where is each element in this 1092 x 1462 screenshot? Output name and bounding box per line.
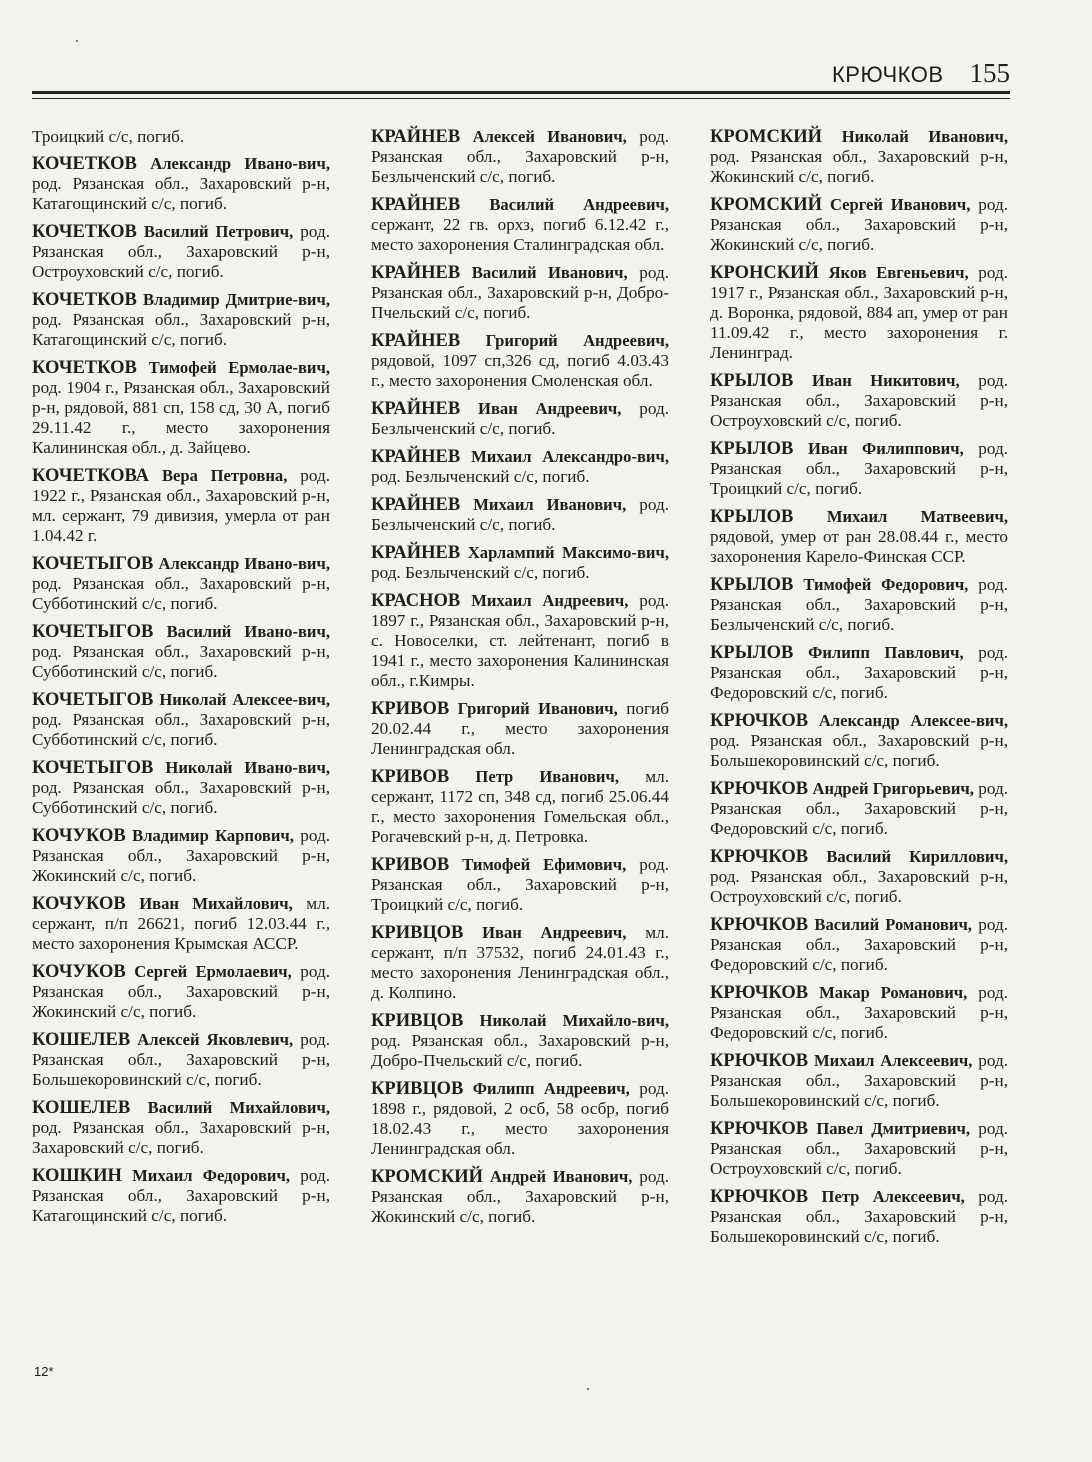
- entry-surname: КРЮЧКОВ: [710, 1051, 809, 1071]
- memorial-entry: [710, 195, 1008, 255]
- memorial-entry: [371, 195, 669, 255]
- entry-surname: КРИВЦОВ: [371, 1079, 464, 1099]
- entry-given-name: Иван Андреевич,: [482, 923, 627, 942]
- entry-details: род. Безлыченский с/с, погиб.: [371, 467, 590, 486]
- entry-given-name: Макар Романович,: [819, 983, 968, 1002]
- entry-details: род. Рязанская обл., Захаровский р-н, Большекоровинский с/с, погиб.: [710, 1051, 1009, 1110]
- memorial-entry: [710, 643, 1008, 703]
- entry-surname: КРЮЧКОВ: [710, 915, 809, 935]
- entry-given-name: Алексей Яковлевич,: [137, 1030, 294, 1049]
- entry-surname: КРАЙНЕВ: [371, 263, 461, 283]
- entry-details: род. Рязанская обл., Захаровский р-н, Остроуховский с/с, погиб.: [710, 1119, 1009, 1178]
- entry-given-name: Николай Иванович,: [841, 127, 1008, 146]
- entry-surname: КОЧЕТЫГОВ: [32, 622, 154, 642]
- entry-details: род. Рязанская обл., Захаровский р-н, Федоровский с/с, погиб.: [710, 643, 1009, 702]
- entry-given-name: Владимир Карпович,: [132, 826, 294, 845]
- entry-details: род. Рязанская обл., Захаровский р-н, Субботинский с/с, погиб.: [32, 710, 330, 749]
- scan-speck: [76, 40, 78, 42]
- entry-surname: КРИВЦОВ: [371, 923, 464, 943]
- memorial-entry: [710, 711, 1008, 771]
- entry-details: рядовой, умер от ран 28.08.44 г., место захоронения Карело-Финская ССР.: [710, 527, 1008, 566]
- entry-surname: КОЧЕТКОВА: [32, 466, 150, 486]
- entry-surname: КОШЕЛЕВ: [32, 1030, 131, 1050]
- memorial-entry: [710, 575, 1008, 635]
- memorial-entry: [371, 1011, 669, 1071]
- memorial-entry: [371, 923, 669, 1003]
- entry-given-name: Михаил Федорович,: [132, 1166, 290, 1185]
- entry-details: род. Рязанская обл., Захаровский р-н, Троицкий с/с, погиб.: [710, 439, 1009, 498]
- memorial-entry: [32, 826, 330, 886]
- entry-details: род. Рязанская обл., Захаровский р-н, Остроуховский с/с, погиб.: [710, 867, 1008, 906]
- entry-surname: КРЫЛОВ: [710, 643, 794, 663]
- entry-surname: КОЧЕТЫГОВ: [32, 758, 154, 778]
- entry-surname: КРЮЧКОВ: [710, 711, 809, 731]
- entry-details: род. Рязанская обл., Захаровский р-н, Большекоровинский с/с, погиб.: [710, 1187, 1008, 1246]
- entry-details: род. 1917 г., Рязанская обл., Захаровский р-н, д. Воронка, рядовой, 884 ап, умер от ран 11.09.42 г., место захоронения г. Ленинград.: [710, 263, 1009, 362]
- entry-surname: КРИВОВ: [371, 767, 450, 787]
- entry-details: род. Рязанская обл., Захаровский р-н, Субботинский с/с, погиб.: [32, 574, 330, 613]
- page-header: [832, 58, 1010, 89]
- entry-surname: КРИВЦОВ: [371, 1011, 464, 1031]
- entry-details: род. Рязанская обл., Захаровский р-н, Федоровский с/с, погиб.: [710, 983, 1009, 1042]
- entry-given-name: Василий Петрович,: [143, 222, 294, 241]
- memorial-entry: [32, 622, 330, 682]
- memorial-entry: [371, 591, 669, 691]
- entry-surname: КРАЙНЕВ: [371, 543, 461, 563]
- entry-surname: КРОМСКИЙ: [710, 195, 823, 215]
- entry-details: род. Рязанская обл., Захаровский р-н, Добро-Пчельский с/с, погиб.: [371, 263, 669, 322]
- entry-details: род. Рязанская обл., Захаровский р-н, Катагощинский с/с, погиб.: [32, 174, 330, 213]
- entry-given-name: Григорий Иванович,: [457, 699, 618, 718]
- entry-given-name: Василий Ивано-вич,: [166, 622, 330, 641]
- memorial-entry: [371, 447, 669, 487]
- entry-given-name: Иван Никитович,: [812, 371, 960, 390]
- entry-details: род. Безлыченский с/с, погиб.: [371, 495, 669, 534]
- entry-details: род. Рязанская обл., Захаровский р-н, Жокинский с/с, погиб.: [371, 1167, 669, 1226]
- memorial-entry: [32, 1166, 330, 1226]
- memorial-entry: [32, 962, 330, 1022]
- entry-details: род. Рязанская обл., Захаровский р-н, Жокинский с/с, погиб.: [32, 962, 330, 1021]
- entry-surname: КРЮЧКОВ: [710, 1119, 809, 1139]
- entry-given-name: Николай Ивано-вич,: [165, 758, 330, 777]
- entry-given-name: Григорий Андреевич,: [485, 331, 669, 350]
- entry-details: род. Рязанская обл., Захаровский р-н, Добро-Пчельский с/с, погиб.: [371, 1031, 669, 1070]
- entry-surname: КОЧЕТЫГОВ: [32, 690, 154, 710]
- signature-mark: 12*: [34, 1364, 54, 1379]
- memorial-entry: [371, 699, 669, 759]
- entry-surname: КРЮЧКОВ: [710, 983, 809, 1003]
- page-number: 155: [969, 58, 1010, 88]
- entry-given-name: Тимофей Ефимович,: [462, 855, 627, 874]
- entry-details: погиб 20.02.44 г., место захоронения Ленинградская обл.: [371, 699, 669, 758]
- entry-given-name: Филипп Андреевич,: [472, 1079, 630, 1098]
- entry-surname: КРЮЧКОВ: [710, 1187, 809, 1207]
- entry-surname: КРАЙНЕВ: [371, 399, 461, 419]
- entry-surname: КРАЙНЕВ: [371, 127, 461, 147]
- entry-details: род. Рязанская обл., Захаровский р-н, Остроуховский с/с, погиб.: [710, 371, 1009, 430]
- entry-given-name: Василий Андреевич,: [489, 195, 670, 214]
- memorial-entry: [371, 331, 669, 391]
- entry-details: род. Безлыченский с/с, погиб.: [371, 399, 669, 438]
- entry-surname: КРЫЛОВ: [710, 575, 794, 595]
- entry-given-name: Николай Михайло-вич,: [479, 1011, 669, 1030]
- memorial-entry: [32, 290, 330, 350]
- entry-surname: КРОМСКИЙ: [371, 1167, 484, 1187]
- entry-surname: КРЮЧКОВ: [710, 779, 809, 799]
- entry-details: род. Рязанская обл., Захаровский р-н, Жокинский с/с, погиб.: [710, 147, 1008, 186]
- entry-details: род. Рязанская обл., Захаровский р-н, Федоровский с/с, погиб.: [710, 915, 1009, 974]
- memorial-entry: [32, 758, 330, 818]
- memorial-entry: [32, 894, 330, 954]
- entry-given-name: Андрей Иванович,: [489, 1167, 633, 1186]
- entry-surname: КРАЙНЕВ: [371, 495, 461, 515]
- entry-details: род. Безлыченский с/с, погиб.: [371, 563, 590, 582]
- memorial-entry: [32, 554, 330, 614]
- entry-given-name: Василий Кириллович,: [826, 847, 1008, 866]
- scan-speck: [587, 1388, 589, 1390]
- memorial-entry: [710, 983, 1008, 1043]
- entry-details: мл. сержант, 1172 сп, 348 сд, погиб 25.06.44 г., место захоронения Гомельская обл., Рогачевский р-н, д. Петровка.: [371, 767, 669, 846]
- entry-details: род. 1897 г., Рязанская обл., Захаровский р-н, с. Новоселки, ст. лейтенант, погиб в 1941 г., место захоронения Калининская обл., г.Кимры.: [371, 591, 670, 690]
- entry-surname: КРАЙНЕВ: [371, 331, 461, 351]
- header-rule-thin: [32, 98, 1010, 99]
- entry-surname: КОЧЕТКОВ: [32, 154, 137, 174]
- entry-details: род. Рязанская обл., Захаровский р-н, Субботинский с/с, погиб.: [32, 642, 330, 681]
- entry-surname: КРИВОВ: [371, 855, 450, 875]
- entry-given-name: Иван Андреевич,: [478, 399, 622, 418]
- entry-surname: КОЧЕТКОВ: [32, 290, 137, 310]
- entry-surname: КОШКИН: [32, 1166, 122, 1186]
- entry-given-name: Иван Михайлович,: [139, 894, 293, 913]
- entry-details: род. Рязанская обл., Захаровский р-н, Большекоровинский с/с, погиб.: [710, 731, 1008, 770]
- memorial-entry: [710, 507, 1008, 567]
- memorial-entry: [710, 371, 1008, 431]
- memorial-entry: [371, 855, 669, 915]
- entry-details: род. Рязанская обл., Захаровский р-н, Остроуховский с/с, погиб.: [32, 222, 330, 281]
- entry-given-name: Сергей Иванович,: [829, 195, 971, 214]
- entry-surname: КОЧУКОВ: [32, 826, 126, 846]
- memorial-entry: [371, 543, 669, 583]
- entry-given-name: Сергей Ермолаевич,: [134, 962, 292, 981]
- entry-surname: КОЧУКОВ: [32, 962, 126, 982]
- entry-details: род. 1898 г., рядовой, 2 осб, 58 осбр, погиб 18.02.43 г., место захоронения Ленинградская обл.: [371, 1079, 669, 1158]
- entry-given-name: Вера Петровна,: [161, 466, 288, 485]
- entry-surname: КРИВОВ: [371, 699, 450, 719]
- column-3: [710, 127, 1008, 1255]
- entry-given-name: Иван Филиппович,: [807, 439, 964, 458]
- continued-entry-text: Троицкий с/с, погиб.: [32, 127, 185, 146]
- memorial-entry: [32, 690, 330, 750]
- memorial-entry: [371, 263, 669, 323]
- entry-given-name: Александр Алексее-вич,: [818, 711, 1008, 730]
- entry-surname: КОШЕЛЕВ: [32, 1098, 131, 1118]
- header-rule-thick: [32, 91, 1010, 94]
- memorial-entry: [710, 1119, 1008, 1179]
- entry-given-name: Филипп Павлович,: [808, 643, 964, 662]
- memorial-entry: [710, 127, 1008, 187]
- memorial-entry: [32, 1030, 330, 1090]
- entry-details: сержант, 22 гв. орхз, погиб 6.12.42 г., место захоронения Сталинградская обл.: [371, 215, 669, 254]
- memorial-entry: [371, 399, 669, 439]
- entry-given-name: Яков Евгеньевич,: [828, 263, 969, 282]
- memorial-entry: [710, 263, 1008, 363]
- entry-given-name: Петр Алексеевич,: [821, 1187, 965, 1206]
- memorial-entry: [710, 779, 1008, 839]
- running-head: КРЮЧКОВ: [831, 62, 944, 87]
- entry-given-name: Михаил Андреевич,: [471, 591, 629, 610]
- entry-surname: КРОМСКИЙ: [710, 127, 823, 147]
- entry-given-name: Тимофей Ермолае-вич,: [148, 358, 331, 377]
- memorial-entry: [371, 767, 669, 847]
- entry-given-name: Василий Иванович,: [471, 263, 628, 282]
- entry-given-name: Владимир Дмитрие-вич,: [142, 290, 330, 309]
- entry-details: род. Рязанская обл., Захаровский р-н, Троицкий с/с, погиб.: [371, 855, 670, 914]
- entry-given-name: Александр Ивано-вич,: [158, 554, 330, 573]
- entry-surname: КРОНСКИЙ: [710, 263, 819, 283]
- entry-details: мл. сержант, п/п 37532, погиб 24.01.43 г., место захоронения Ленинградская обл., д. Колпино.: [371, 923, 669, 1002]
- entry-given-name: Александр Ивано-вич,: [150, 154, 330, 173]
- entry-given-name: Тимофей Федорович,: [803, 575, 969, 594]
- memorial-entry: [32, 1098, 330, 1158]
- entry-surname: КРЫЛОВ: [710, 507, 794, 527]
- memorial-entry: [32, 358, 330, 458]
- entry-details: род. Рязанская обл., Захаровский р-н, Безлыченский с/с, погиб.: [371, 127, 670, 186]
- memorial-entry: [710, 439, 1008, 499]
- memorial-entry: [710, 1051, 1008, 1111]
- entry-given-name: Михаил Матвеевич,: [826, 507, 1008, 526]
- entry-details: рядовой, 1097 сп,326 сд, погиб 4.03.43 г., место захоронения Смоленская обл.: [371, 351, 669, 390]
- column-2: [371, 127, 669, 1235]
- entry-surname: КРАЙНЕВ: [371, 195, 461, 215]
- entry-given-name: Харлампий Максимо-вич,: [467, 543, 669, 562]
- entry-given-name: Андрей Григорьевич,: [812, 779, 974, 798]
- entry-surname: КОЧЕТКОВ: [32, 358, 137, 378]
- memorial-entry: [32, 154, 330, 214]
- column-1: [32, 127, 330, 1234]
- memorial-entry: [710, 915, 1008, 975]
- entry-details: род. 1922 г., Рязанская обл., Захаровский р-н, мл. сержант, 79 дивизия, умерла от ран 1.04.42 г.: [32, 466, 330, 545]
- entry-given-name: Алексей Иванович,: [472, 127, 627, 146]
- entry-details: род. Рязанская обл., Захаровский р-н, Катагощинский с/с, погиб.: [32, 1166, 330, 1225]
- entry-details: род. Рязанская обл., Захаровский р-н, Катагощинский с/с, погиб.: [32, 310, 330, 349]
- entry-surname: КРЮЧКОВ: [710, 847, 809, 867]
- entry-details: род. Рязанская обл., Захаровский р-н, Федоровский с/с, погиб.: [710, 779, 1009, 838]
- memorial-entry: [371, 1167, 669, 1227]
- entry-given-name: Петр Иванович,: [475, 767, 619, 786]
- memorial-entry: [371, 127, 669, 187]
- entry-details: род. 1904 г., Рязанская обл., Захаровский р-н, рядовой, 881 сп, 158 сд, 30 А, погиб 29.11.42 г., место захоронения Калининская обл., д. Зайцево.: [32, 378, 330, 457]
- entry-given-name: Василий Михайлович,: [147, 1098, 330, 1117]
- entry-surname: КОЧЕТЫГОВ: [32, 554, 154, 574]
- memorial-entry: [32, 222, 330, 282]
- entry-given-name: Николай Алексее-вич,: [159, 690, 330, 709]
- entry-given-name: Павел Дмитриевич,: [816, 1119, 971, 1138]
- entry-surname: КРАЙНЕВ: [371, 447, 461, 467]
- entry-given-name: Михаил Александро-вич,: [471, 447, 670, 466]
- entry-given-name: Михаил Иванович,: [473, 495, 627, 514]
- entry-given-name: Михаил Алексеевич,: [814, 1051, 973, 1070]
- entry-details: род. Рязанская обл., Захаровский р-н, Захаровский с/с, погиб.: [32, 1118, 330, 1157]
- entry-surname: КОЧЕТКОВ: [32, 222, 137, 242]
- memorial-entry: [371, 1079, 669, 1159]
- entry-details: род. Рязанская обл., Захаровский р-н, Жокинский с/с, погиб.: [32, 826, 331, 885]
- memorial-entry: [710, 847, 1008, 907]
- entry-surname: КОЧУКОВ: [32, 894, 126, 914]
- entry-details: род. Рязанская обл., Захаровский р-н, Жокинский с/с, погиб.: [710, 195, 1009, 254]
- memorial-entry: [371, 495, 669, 535]
- memorial-entry: [710, 1187, 1008, 1247]
- entry-details: род. Рязанская обл., Захаровский р-н, Безлыченский с/с, погиб.: [710, 575, 1008, 634]
- memorial-entry: [32, 466, 330, 546]
- entry-surname: КРАСНОВ: [371, 591, 461, 611]
- entry-surname: КРЫЛОВ: [710, 371, 794, 391]
- entry-given-name: Василий Романович,: [814, 915, 972, 934]
- entry-details: род. Рязанская обл., Захаровский р-н, Субботинский с/с, погиб.: [32, 778, 330, 817]
- entry-surname: КРЫЛОВ: [710, 439, 794, 459]
- entry-details: род. Рязанская обл., Захаровский р-н, Большекоровинский с/с, погиб.: [32, 1030, 330, 1089]
- entry-details: мл. сержант, п/п 26621, погиб 12.03.44 г., место захоронения Крымская АССР.: [32, 894, 330, 953]
